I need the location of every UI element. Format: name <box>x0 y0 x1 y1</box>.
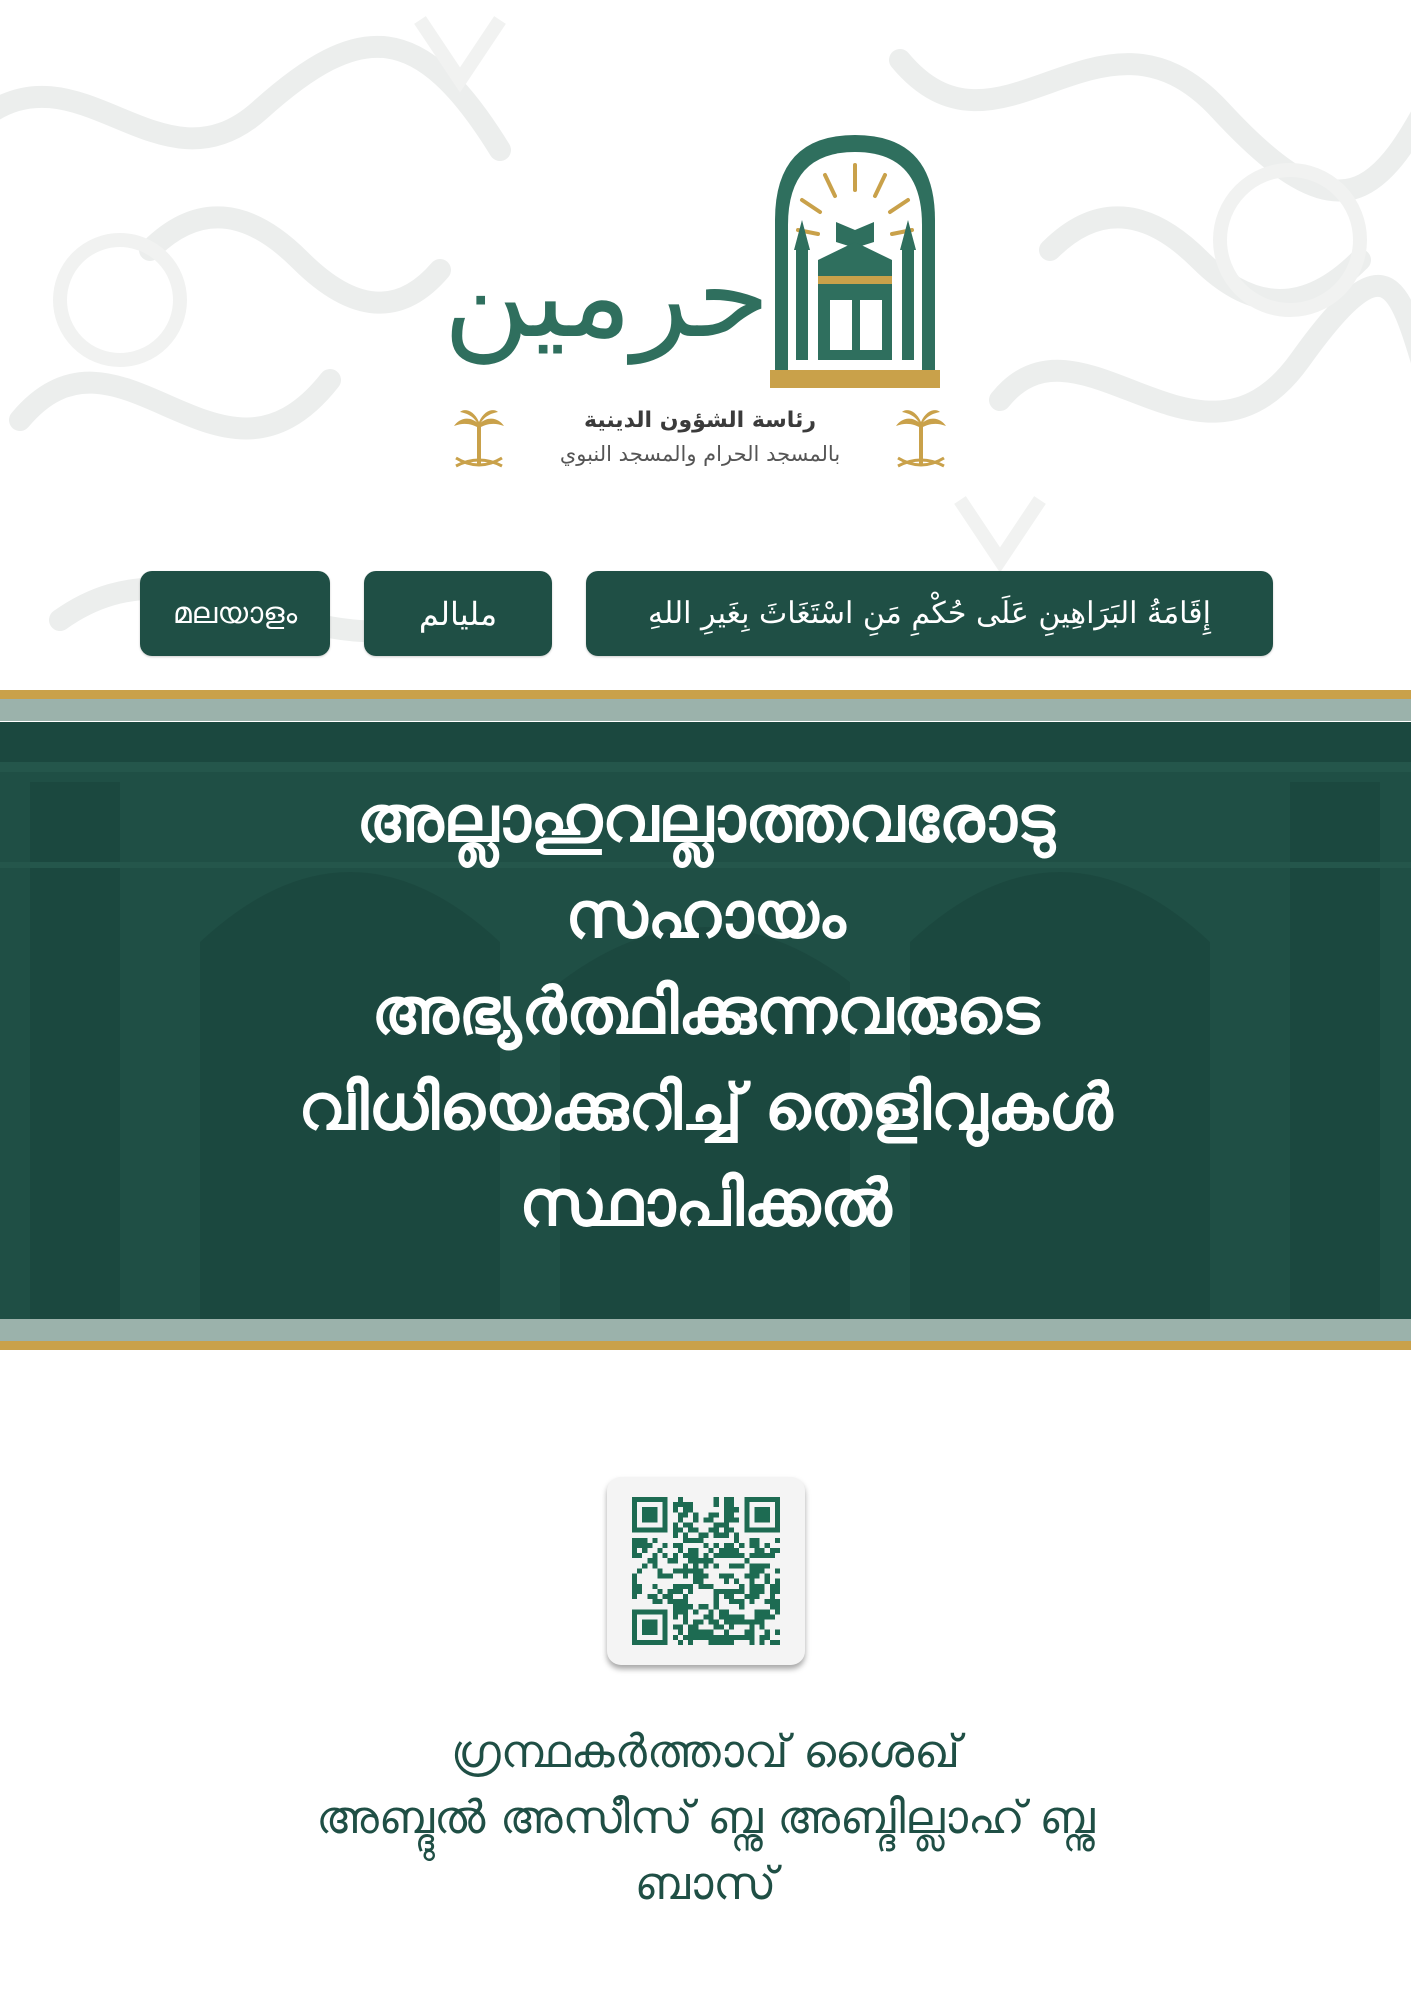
book-title-malayalam <box>100 772 1311 1252</box>
title-line: അല്ലാഹുവല്ലാത്തവരോടു <box>356 783 1055 857</box>
author-line: ഗ്രന്ഥകർത്താവ് ശൈഖ് <box>450 1724 961 1778</box>
gold-stripe-bottom <box>0 1341 1411 1350</box>
author-line: അബ്ദുൽ അസീസ് ബ്നു അബ്ദില്ലാഹ് ബ്നു <box>316 1790 1095 1844</box>
title-banner <box>0 722 1411 1319</box>
author-credit <box>100 1718 1311 1916</box>
haramain-logo <box>440 120 960 490</box>
language-tab-arabic: مليالم <box>364 571 552 656</box>
kaaba-arch-icon <box>770 130 940 390</box>
title-line: സഹായം <box>565 879 846 953</box>
palm-swords-emblem-icon <box>892 406 950 478</box>
sage-stripe-top <box>0 699 1411 721</box>
title-line: സ്ഥാപിക്കൽ <box>519 1167 892 1241</box>
title-line: വിധിയെക്കുറിച്ച് തെളിവുകൾ <box>298 1071 1113 1145</box>
language-tab-malayalam: മലയാളം <box>140 571 330 656</box>
palm-swords-emblem-icon <box>450 406 508 478</box>
qr-code-icon <box>629 1497 783 1645</box>
gold-stripe-top <box>0 690 1411 699</box>
title-line: അഭ്യർത്ഥിക്കുന്നവരുടെ <box>371 975 1040 1049</box>
book-title-arabic: إِقَامَةُ البَرَاهِينِ عَلَى حُكْمِ مَنِ اسْتَغَاثَ بِغَيرِ اللهِ <box>586 571 1273 656</box>
logo-wordmark: حرمين <box>443 226 770 364</box>
author-line: ബാസ് <box>634 1856 777 1910</box>
qr-code-card[interactable] <box>607 1477 805 1665</box>
logo-line-presidency: رئاسة الشؤون الدينية <box>584 408 816 433</box>
sage-stripe-bottom <box>0 1319 1411 1341</box>
logo-line-mosques: بالمسجد الحرام والمسجد النبوي <box>559 442 841 466</box>
